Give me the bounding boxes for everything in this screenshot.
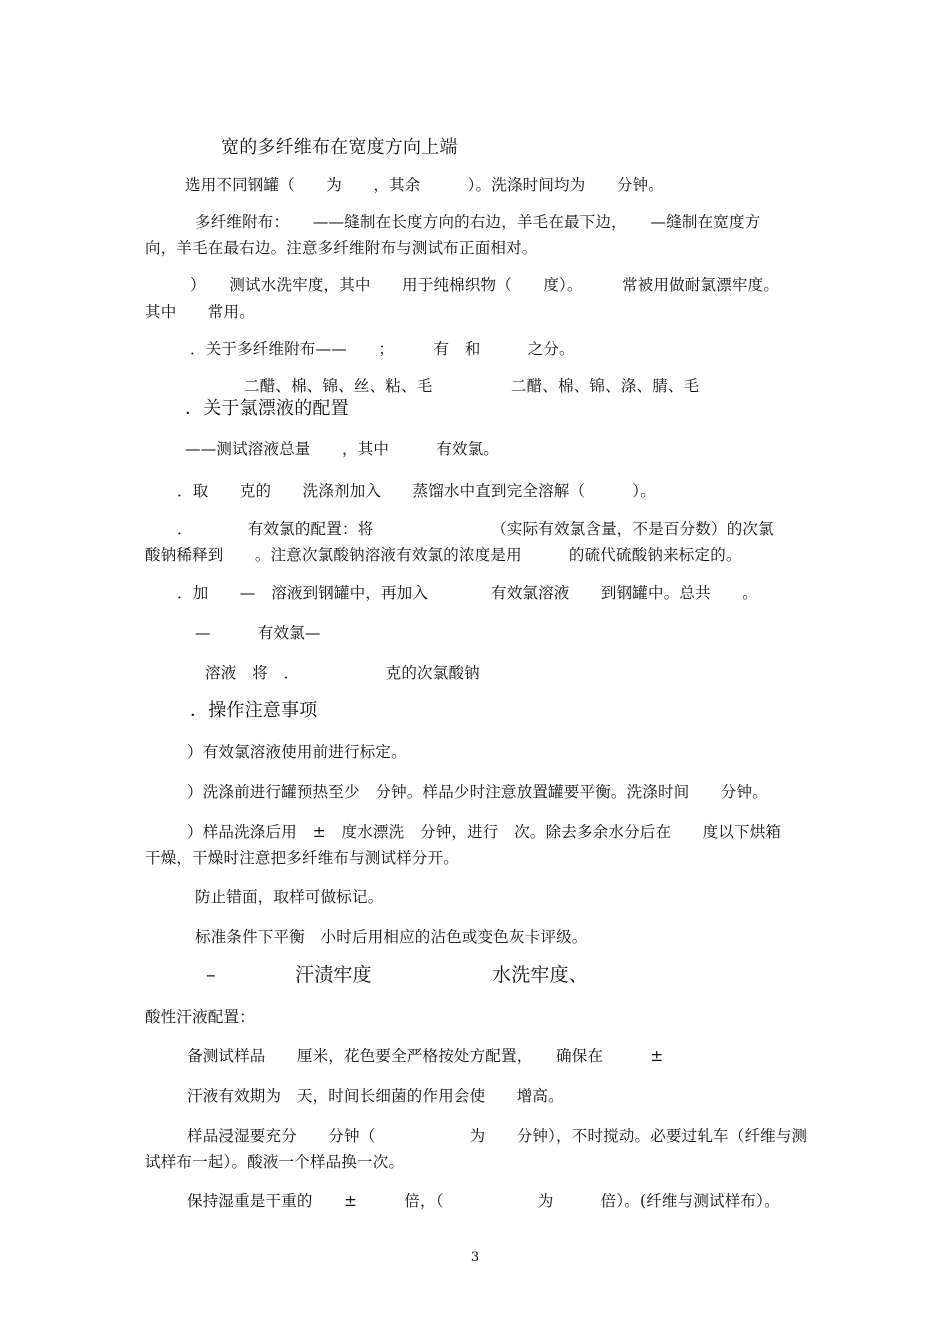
- heading-wash-fastness: 水洗牢度、: [492, 964, 589, 986]
- text-line: 保持湿重是干重的 ± 倍，（ 为 倍）。(纤维与测试样布）。: [187, 1192, 780, 1210]
- text-line: 多纤维附布： ——缝制在长度方向的右边，羊毛在最下边， —缝制在宽度方: [195, 213, 761, 231]
- page-number: 3: [470, 1250, 480, 1265]
- text-line: 防止错面，取样可做标记。: [195, 888, 384, 906]
- text-line: 酸性汗液配置：: [145, 1008, 255, 1026]
- text-line: ——测试溶液总量 ，其中 有效氯。: [185, 440, 500, 458]
- text-line: ． 有效氯的配置：将 （实际有效氯含量，不是百分数）的次氯: [177, 520, 774, 538]
- text-line: ）有效氯溶液使用前进行标定。: [187, 743, 407, 761]
- text-line: 样品浸湿要充分 分钟（ 为 分钟），不时搅动。必要过轧车（纤维与测: [187, 1127, 808, 1145]
- text-line: ．关于多纤维附布—— ； 有 和 之分。: [190, 340, 575, 358]
- text-line: 酸钠稀释到 。注意次氯酸钠溶液有效氯的浓度是用 的硫代硫酸钠来标定的。: [145, 546, 742, 564]
- text-line: ．加 — 溶液到钢罐中，再加入 有效氯溶液 到钢罐中。总共 。: [177, 584, 758, 602]
- text-line: ） 测试水洗牢度，其中 用于纯棉织物（ 度）。 常被用做耐氯漂牢度。: [190, 276, 780, 294]
- text-line: — 有效氯—: [195, 624, 321, 642]
- text-line: 干燥，干燥时注意把多纤维布与测试样分开。: [145, 849, 460, 867]
- heading-sweat-fastness: 汗渍牢度: [295, 964, 372, 986]
- text-line: 其中 常用。: [145, 303, 255, 321]
- section-heading: ．操作注意事项: [190, 700, 318, 721]
- text-line: 试样布一起）。酸液一个样品换一次。: [145, 1153, 405, 1171]
- text-line: 向，羊毛在最右边。注意多纤维附布与测试布正面相对。: [145, 239, 538, 257]
- text-line: 二醋、棉、锦、丝、粘、毛 二醋、棉、锦、涤、腈、毛: [244, 377, 700, 395]
- section-heading: ．关于氯漂液的配置: [185, 398, 349, 419]
- text-line: ）样品洗涤后用 ± 度水漂洗 分钟，进行 次。除去多余水分后在 度以下烘箱: [187, 823, 782, 841]
- text-line: ．取 克的 洗涤剂加入 蒸馏水中直到完全溶解（ ）。: [177, 482, 656, 500]
- text-line: 标准条件下平衡 小时后用相应的沾色或变色灰卡评级。: [195, 928, 588, 946]
- text-line: 备测试样品 厘米，花色要全严格按处方配置， 确保在 ±: [187, 1047, 664, 1065]
- text-line: ）洗涤前进行罐预热至少 分钟。样品少时注意放置罐要平衡。洗涤时间 分钟。: [187, 783, 768, 801]
- heading-dash: –: [206, 964, 216, 986]
- text-line: 汗液有效期为 天，时间长细菌的作用会使 增高。: [187, 1087, 564, 1105]
- text-line: 宽的多纤维布在宽度方向上端: [221, 137, 458, 158]
- text-line: 溶液 将 ． 克的次氯酸钠: [205, 664, 480, 682]
- text-line: 选用不同钢罐（ 为 ，其余 ）。洗涤时间均为 分钟。: [185, 176, 664, 194]
